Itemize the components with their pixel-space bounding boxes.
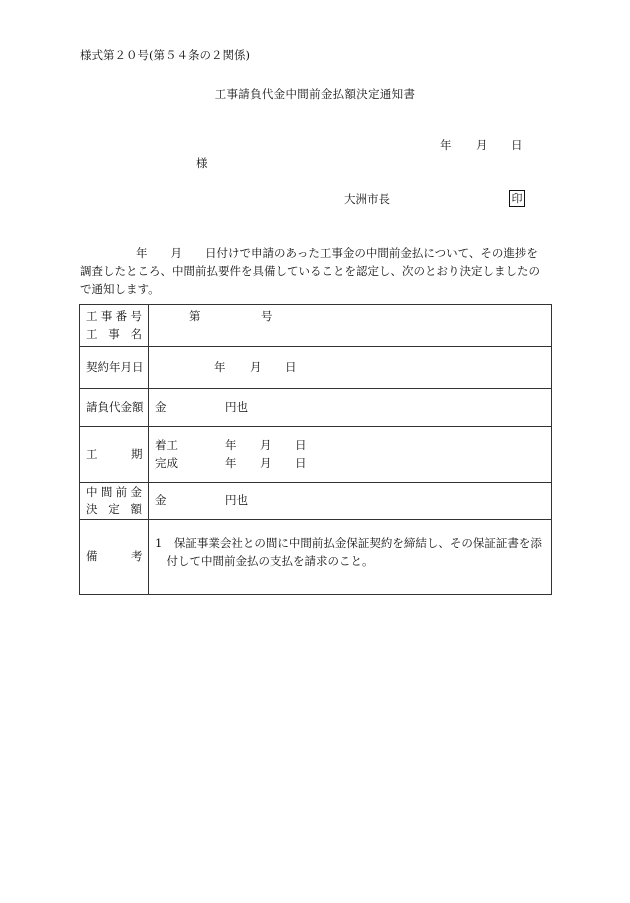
row-work-number (80, 305, 552, 347)
remarks-line: 1 保証事業会社との間に中間前払金保証契約を締結し、その保証証書を添 (155, 536, 542, 550)
body-line: 調査したところ、中間前払要件を具備していることを認定し、次のとおり決定しましたの (80, 264, 540, 278)
form-number: 様式第２０号(第５４条の２関係) (80, 48, 250, 62)
decision-table (79, 304, 552, 595)
label-contract-date: 契約年月日 (86, 360, 144, 374)
advance-enya: 円也 (225, 493, 248, 507)
row-work-period (80, 427, 552, 483)
label-interim-advance: 中 間 前 金 (86, 485, 142, 499)
start-label: 着工 (155, 438, 178, 452)
end-year: 年 (225, 456, 237, 470)
advance-kin: 金 (155, 493, 167, 507)
remarks-line: 付して中間前金払の支払を請求のこと。 (155, 554, 374, 568)
date-year-label: 年 (440, 138, 452, 152)
start-month: 月 (260, 438, 272, 452)
remarks-note (155, 534, 549, 570)
seal-mark: 印 (509, 190, 525, 207)
issuer-name: 大洲市長 (344, 192, 390, 206)
value-remarks (149, 520, 552, 595)
label-work-name: 工 事 名 (86, 327, 142, 341)
work-number-dai: 第 (189, 309, 201, 323)
value-work-number-name (149, 305, 552, 347)
label-work-number: 工 事 番 号 (86, 309, 142, 323)
label-contract-amount: 請負代金額 (86, 400, 144, 414)
label-work-number-name (80, 305, 149, 347)
start-year: 年 (225, 438, 237, 452)
row-contract-amount (80, 389, 552, 427)
value-work-period (149, 427, 552, 483)
contract-month: 月 (250, 360, 262, 374)
label-decided-amount: 決 定 額 (86, 502, 142, 516)
amount-enya: 円也 (225, 400, 248, 414)
contract-year: 年 (214, 360, 226, 374)
end-label: 完成 (155, 456, 178, 470)
date-month-label: 月 (476, 138, 488, 152)
notice-body (80, 244, 552, 298)
date-day-label: 日 (511, 138, 523, 152)
label-contract-amount-cell (80, 389, 149, 427)
label-remarks-cell (80, 520, 149, 595)
body-line: 年 月 日付けで申請のあった工事金の中間前金払について、その進捗を (136, 246, 538, 260)
label-interim-advance-cell (80, 483, 149, 520)
label-work-period-1: 工 (86, 447, 98, 461)
row-remarks (80, 520, 552, 595)
value-contract-amount (149, 389, 552, 427)
value-interim-advance (149, 483, 552, 520)
label-remarks-1: 備 (86, 549, 98, 563)
work-number-go: 号 (261, 309, 273, 323)
addressee-suffix: 様 (196, 156, 208, 170)
end-month: 月 (260, 456, 272, 470)
label-contract-date-cell (80, 347, 149, 389)
amount-kin: 金 (155, 400, 167, 414)
value-contract-date (149, 347, 552, 389)
start-day: 日 (295, 438, 307, 452)
label-remarks-2: 考 (131, 549, 143, 563)
contract-day: 日 (285, 360, 297, 374)
label-work-period-2: 期 (131, 447, 143, 461)
label-work-period-cell (80, 427, 149, 483)
end-day: 日 (295, 456, 307, 470)
body-line: で通知します。 (80, 282, 160, 296)
row-contract-date (80, 347, 552, 389)
document-title: 工事請負代金中間前金払額決定通知書 (214, 87, 416, 101)
row-interim-advance (80, 483, 552, 520)
